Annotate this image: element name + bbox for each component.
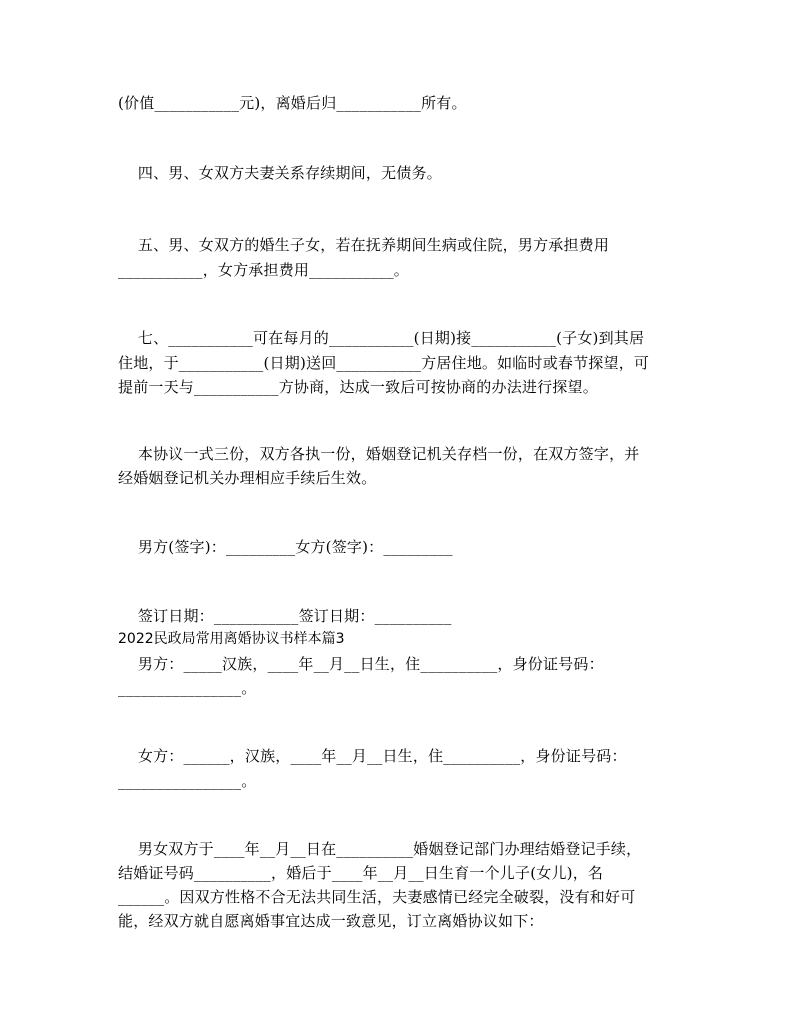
text-line-clause-7-b: 住地，于___________(日期)送回___________方居住地。如临时或春节探望，可 (118, 354, 650, 372)
text-line-marriage-c: ______。因双方性格不合无法共同生活，夫妻感情已经完全破裂，没有和好可 (118, 888, 636, 906)
text-line-signatures: 男方(签字)：_________女方(签字)：_________ (118, 538, 453, 556)
text-line-copies-a: 本协议一式三份，双方各执一份，婚姻登记机关存档一份，在双方签字，并 (118, 445, 640, 463)
text-line-property-value: (价值___________元)，离婚后归___________所有。 (118, 94, 467, 112)
text-line-clause-4: 四、男、女双方夫妻关系存续期间，无债务。 (118, 164, 442, 182)
text-line-wife-a: 女方：______，汉族，____年__月__日生，住__________，身份证号码： (118, 747, 627, 765)
text-line-sign-dates: 签订日期：___________签订日期：__________ (118, 607, 452, 625)
section-heading: 2022民政局常用离婚协议书样本篇3 (118, 631, 345, 647)
text-line-wife-b: ________________。 (118, 772, 257, 790)
text-line-husband-b: ________________。 (118, 679, 257, 697)
text-line-clause-5-b: ___________，女方承担费用___________。 (118, 261, 410, 279)
text-line-clause-5-a: 五、男、女双方的婚生子女，若在抚养期间生病或住院，男方承担费用 (118, 236, 610, 254)
text-line-marriage-b: 结婚证号码__________，婚后于____年__月__日生育一个儿子(女儿)，名 (118, 864, 604, 882)
text-line-copies-b: 经婚姻登记机关办理相应手续后生效。 (118, 469, 377, 487)
text-line-husband-a: 男方：_____汉族，____年__月__日生，住__________，身份证号码： (118, 655, 604, 673)
text-line-marriage-d: 能，经双方就自愿离婚事宜达成一致意见，订立离婚协议如下： (118, 912, 544, 930)
text-line-clause-7-c: 提前一天与___________方协商，达成一致后可按协商的办法进行探望。 (118, 378, 598, 396)
text-line-clause-7-a: 七、___________可在每月的___________(日期)接___________(子女)到其居 (118, 329, 645, 347)
text-line-marriage-a: 男女双方于____年__月__日在__________婚姻登记部门办理结婚登记手续， (118, 840, 642, 858)
